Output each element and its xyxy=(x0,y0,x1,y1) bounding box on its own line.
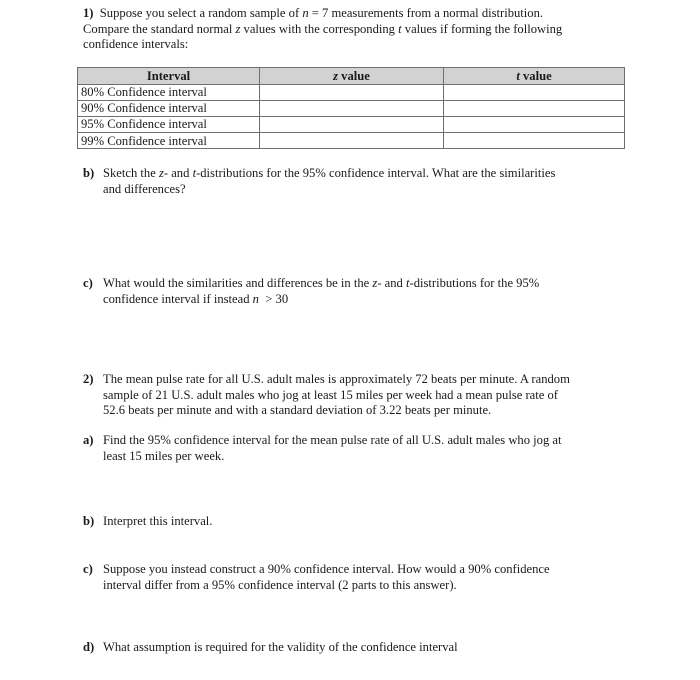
question-1-line-2: Compare the standard normal z values with the corresponding t values if forming the following xyxy=(83,21,563,36)
table-row xyxy=(78,116,625,132)
confidence-interval-table xyxy=(77,67,625,149)
t-value-cell[interactable] xyxy=(444,84,625,100)
interval-cell: 95% Confidence interval xyxy=(78,116,260,132)
z-value-cell[interactable] xyxy=(260,84,444,100)
question-1-line-1: 1) Suppose you select a random sample of n = 7 measurements from a normal distribution. xyxy=(83,6,544,20)
z-value-cell[interactable] xyxy=(260,100,444,116)
part-label: d) xyxy=(83,640,95,654)
table-row xyxy=(78,133,625,149)
question-1-intro xyxy=(83,6,643,53)
interval-cell: 80% Confidence interval xyxy=(78,84,260,100)
part-text: What would the similarities and differences be in the z- and t-distributions for the 95% confidence interval if instead n > 30 xyxy=(103,276,540,306)
t-value-cell[interactable] xyxy=(444,100,625,116)
part-label: b) xyxy=(83,514,95,528)
part-text: What assumption is required for the validity of the confidence interval xyxy=(103,640,458,654)
table-row xyxy=(78,100,625,116)
question-number: 1) xyxy=(83,6,94,20)
t-value-cell[interactable] xyxy=(444,116,625,132)
table-header-row xyxy=(78,68,625,85)
part-text: Interpret this interval. xyxy=(103,514,213,528)
part-text: Suppose you instead construct a 90% confidence interval. How would a 90% confidence interval differ from a 95% confidence interval (2 parts to this answer). xyxy=(103,562,550,592)
interval-cell: 99% Confidence interval xyxy=(78,133,260,149)
question-number: 2) xyxy=(83,372,94,386)
header-interval: Interval xyxy=(78,68,260,85)
part-label: c) xyxy=(83,276,93,290)
table-row xyxy=(78,84,625,100)
z-value-cell[interactable] xyxy=(260,116,444,132)
question-1-line-3: confidence intervals: xyxy=(83,37,189,52)
z-value-cell[interactable] xyxy=(260,133,444,149)
question-2-text: The mean pulse rate for all U.S. adult males is approximately 72 beats per minute. A random sample of 21 U.S. adult males who jog at least 15 miles per week had a mean pulse rate of 52.6 beats per minute and with a standard deviation of 3.22 beats per minute. xyxy=(103,372,570,418)
interval-cell: 90% Confidence interval xyxy=(78,100,260,116)
part-label: b) xyxy=(83,166,95,180)
part-label: a) xyxy=(83,433,94,447)
part-text: Sketch the z- and t-distributions for the 95% confidence interval. What are the similarities and differences? xyxy=(103,166,556,196)
part-label: c) xyxy=(83,562,93,576)
part-text: Find the 95% confidence interval for the mean pulse rate of all U.S. adult males who jog at least 15 miles per week. xyxy=(103,433,562,463)
header-t-value: t value xyxy=(444,68,625,85)
t-value-cell[interactable] xyxy=(444,133,625,149)
header-z-value: z value xyxy=(260,68,444,85)
